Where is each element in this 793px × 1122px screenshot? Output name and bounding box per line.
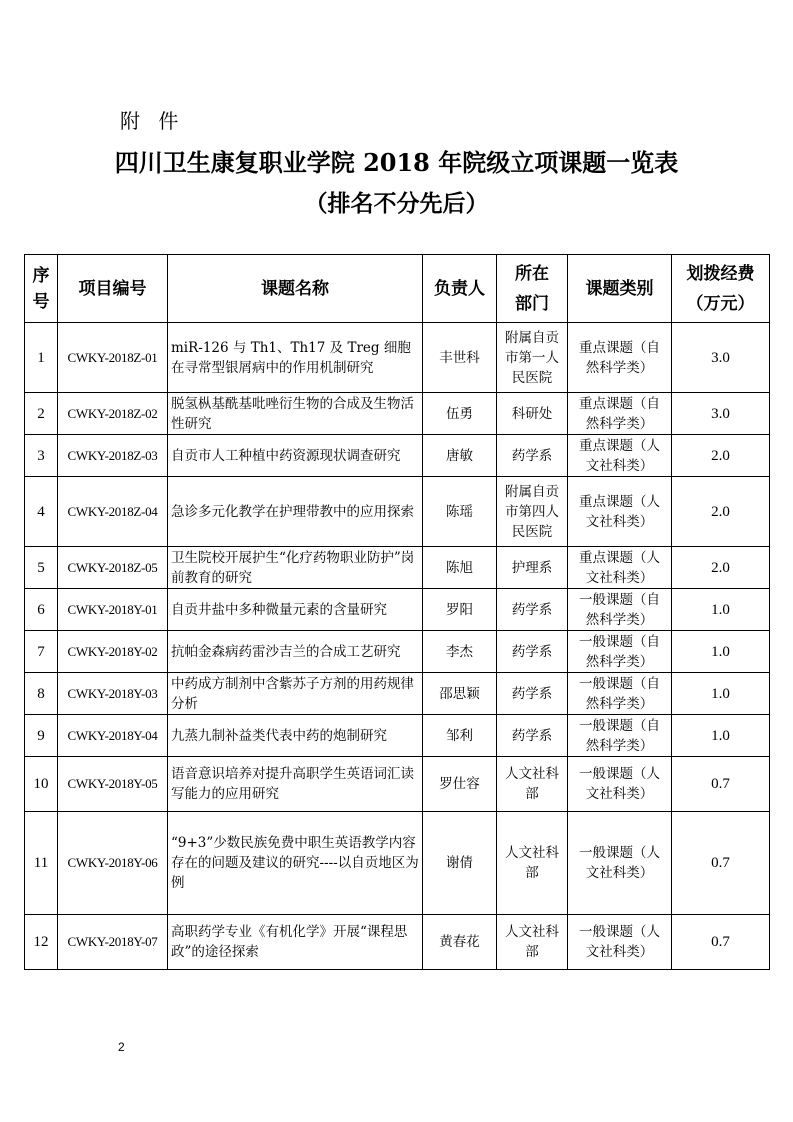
table-header-row <box>25 255 770 323</box>
row-name: 脱氢枞基酰基吡唑衍生物的合成及生物活性研究 <box>168 393 423 435</box>
projects-table <box>24 254 770 970</box>
row-dept: 人文社科部 <box>497 757 568 812</box>
row-category: 一般课题（自然科学类） <box>568 631 672 673</box>
row-code: CWKY-2018Z-02 <box>58 393 168 435</box>
header-name: 课题名称 <box>168 255 423 323</box>
row-name: 抗帕金森病药雷沙吉兰的合成工艺研究 <box>168 631 423 673</box>
row-funding: 2.0 <box>672 435 770 477</box>
row-funding: 2.0 <box>672 547 770 589</box>
row-category: 一般课题（人文社科类） <box>568 915 672 970</box>
row-category: 一般课题（自然科学类） <box>568 589 672 631</box>
row-index: 7 <box>25 631 58 673</box>
row-funding: 1.0 <box>672 715 770 757</box>
row-dept: 药学系 <box>497 435 568 477</box>
row-index: 9 <box>25 715 58 757</box>
row-code: CWKY-2018Y-01 <box>58 589 168 631</box>
row-index: 4 <box>25 477 58 547</box>
row-name: miR-126 与 Th1、Th17 及 Treg 细胞在寻常型银屑病中的作用机制研究 <box>168 323 423 393</box>
header-index: 序号 <box>25 255 58 323</box>
row-code: CWKY-2018Z-01 <box>58 323 168 393</box>
row-code: CWKY-2018Z-04 <box>58 477 168 547</box>
table-row <box>25 477 770 547</box>
row-dept: 药学系 <box>497 631 568 673</box>
row-dept: 人文社科部 <box>497 915 568 970</box>
document-title: 四川卫生康复职业学院 2018 年院级立项课题一览表 <box>114 148 679 177</box>
row-index: 8 <box>25 673 58 715</box>
row-lead: 伍勇 <box>423 393 497 435</box>
row-index: 3 <box>25 435 58 477</box>
row-code: CWKY-2018Y-06 <box>58 812 168 915</box>
row-dept: 护理系 <box>497 547 568 589</box>
row-dept: 药学系 <box>497 673 568 715</box>
row-category: 重点课题（自然科学类） <box>568 323 672 393</box>
row-code: CWKY-2018Y-02 <box>58 631 168 673</box>
table-row <box>25 435 770 477</box>
header-lead: 负责人 <box>423 255 497 323</box>
row-category: 一般课题（人文社科类） <box>568 757 672 812</box>
row-code: CWKY-2018Z-03 <box>58 435 168 477</box>
row-name: 急诊多元化教学在护理带教中的应用探索 <box>168 477 423 547</box>
row-name: 卫生院校开展护生“化疗药物职业防护”岗前教育的研究 <box>168 547 423 589</box>
row-index: 1 <box>25 323 58 393</box>
header-code: 项目编号 <box>58 255 168 323</box>
table-row <box>25 715 770 757</box>
row-dept: 附属自贡市第四人民医院 <box>497 477 568 547</box>
row-dept: 人文社科部 <box>497 812 568 915</box>
row-funding: 3.0 <box>672 393 770 435</box>
row-index: 2 <box>25 393 58 435</box>
row-index: 12 <box>25 915 58 970</box>
row-name: 自贡市人工种植中药资源现状调查研究 <box>168 435 423 477</box>
table-row <box>25 547 770 589</box>
row-lead: 丰世科 <box>423 323 497 393</box>
row-funding: 2.0 <box>672 477 770 547</box>
row-lead: 陈旭 <box>423 547 497 589</box>
row-category: 一般课题（自然科学类） <box>568 673 672 715</box>
header-category: 课题类别 <box>568 255 672 323</box>
row-name: 自贡井盐中多种微量元素的含量研究 <box>168 589 423 631</box>
row-funding: 0.7 <box>672 915 770 970</box>
row-code: CWKY-2018Z-05 <box>58 547 168 589</box>
table-row <box>25 589 770 631</box>
row-name: 九蒸九制补益类代表中药的炮制研究 <box>168 715 423 757</box>
document-subtitle: （排名不分先后） <box>304 190 489 217</box>
page-number: 2 <box>118 1040 125 1054</box>
row-funding: 3.0 <box>672 323 770 393</box>
row-funding: 1.0 <box>672 673 770 715</box>
row-code: CWKY-2018Y-04 <box>58 715 168 757</box>
row-lead: 邹利 <box>423 715 497 757</box>
row-lead: 罗仕容 <box>423 757 497 812</box>
row-dept: 药学系 <box>497 589 568 631</box>
row-lead: 唐敏 <box>423 435 497 477</box>
row-code: CWKY-2018Y-07 <box>58 915 168 970</box>
row-dept: 药学系 <box>497 715 568 757</box>
row-category: 重点课题（人文社科类） <box>568 477 672 547</box>
table-row <box>25 323 770 393</box>
table-row <box>25 812 770 915</box>
row-code: CWKY-2018Y-03 <box>58 673 168 715</box>
row-lead: 黄春花 <box>423 915 497 970</box>
table-row <box>25 631 770 673</box>
row-name: 高职药学专业《有机化学》开展“课程思政”的途径探索 <box>168 915 423 970</box>
table-row <box>25 673 770 715</box>
row-lead: 谢倩 <box>423 812 497 915</box>
row-category: 一般课题（人文社科类） <box>568 812 672 915</box>
row-lead: 陈瑶 <box>423 477 497 547</box>
row-index: 11 <box>25 812 58 915</box>
row-category: 重点课题（自然科学类） <box>568 393 672 435</box>
row-index: 6 <box>25 589 58 631</box>
row-lead: 李杰 <box>423 631 497 673</box>
header-funding: 划拨经费（万元） <box>672 255 770 323</box>
row-category: 重点课题（人文社科类） <box>568 435 672 477</box>
row-funding: 1.0 <box>672 631 770 673</box>
row-funding: 0.7 <box>672 812 770 915</box>
table-row <box>25 915 770 970</box>
header-dept: 所在部门 <box>497 255 568 323</box>
row-funding: 1.0 <box>672 589 770 631</box>
table-row <box>25 757 770 812</box>
table-row <box>25 393 770 435</box>
row-name: 中药成方制剂中含紫苏子方剂的用药规律分析 <box>168 673 423 715</box>
row-funding: 0.7 <box>672 757 770 812</box>
row-category: 一般课题（自然科学类） <box>568 715 672 757</box>
row-dept: 科研处 <box>497 393 568 435</box>
row-lead: 邵思颖 <box>423 673 497 715</box>
row-lead: 罗阳 <box>423 589 497 631</box>
row-index: 10 <box>25 757 58 812</box>
row-name: “9+3”少数民族免费中职生英语教学内容存在的问题及建议的研究----以自贡地区为例 <box>168 812 423 915</box>
attachment-label: 附 件 <box>120 109 185 133</box>
row-code: CWKY-2018Y-05 <box>58 757 168 812</box>
row-index: 5 <box>25 547 58 589</box>
row-name: 语音意识培养对提升高职学生英语词汇读写能力的应用研究 <box>168 757 423 812</box>
row-category: 重点课题（人文社科类） <box>568 547 672 589</box>
row-dept: 附属自贡市第一人民医院 <box>497 323 568 393</box>
